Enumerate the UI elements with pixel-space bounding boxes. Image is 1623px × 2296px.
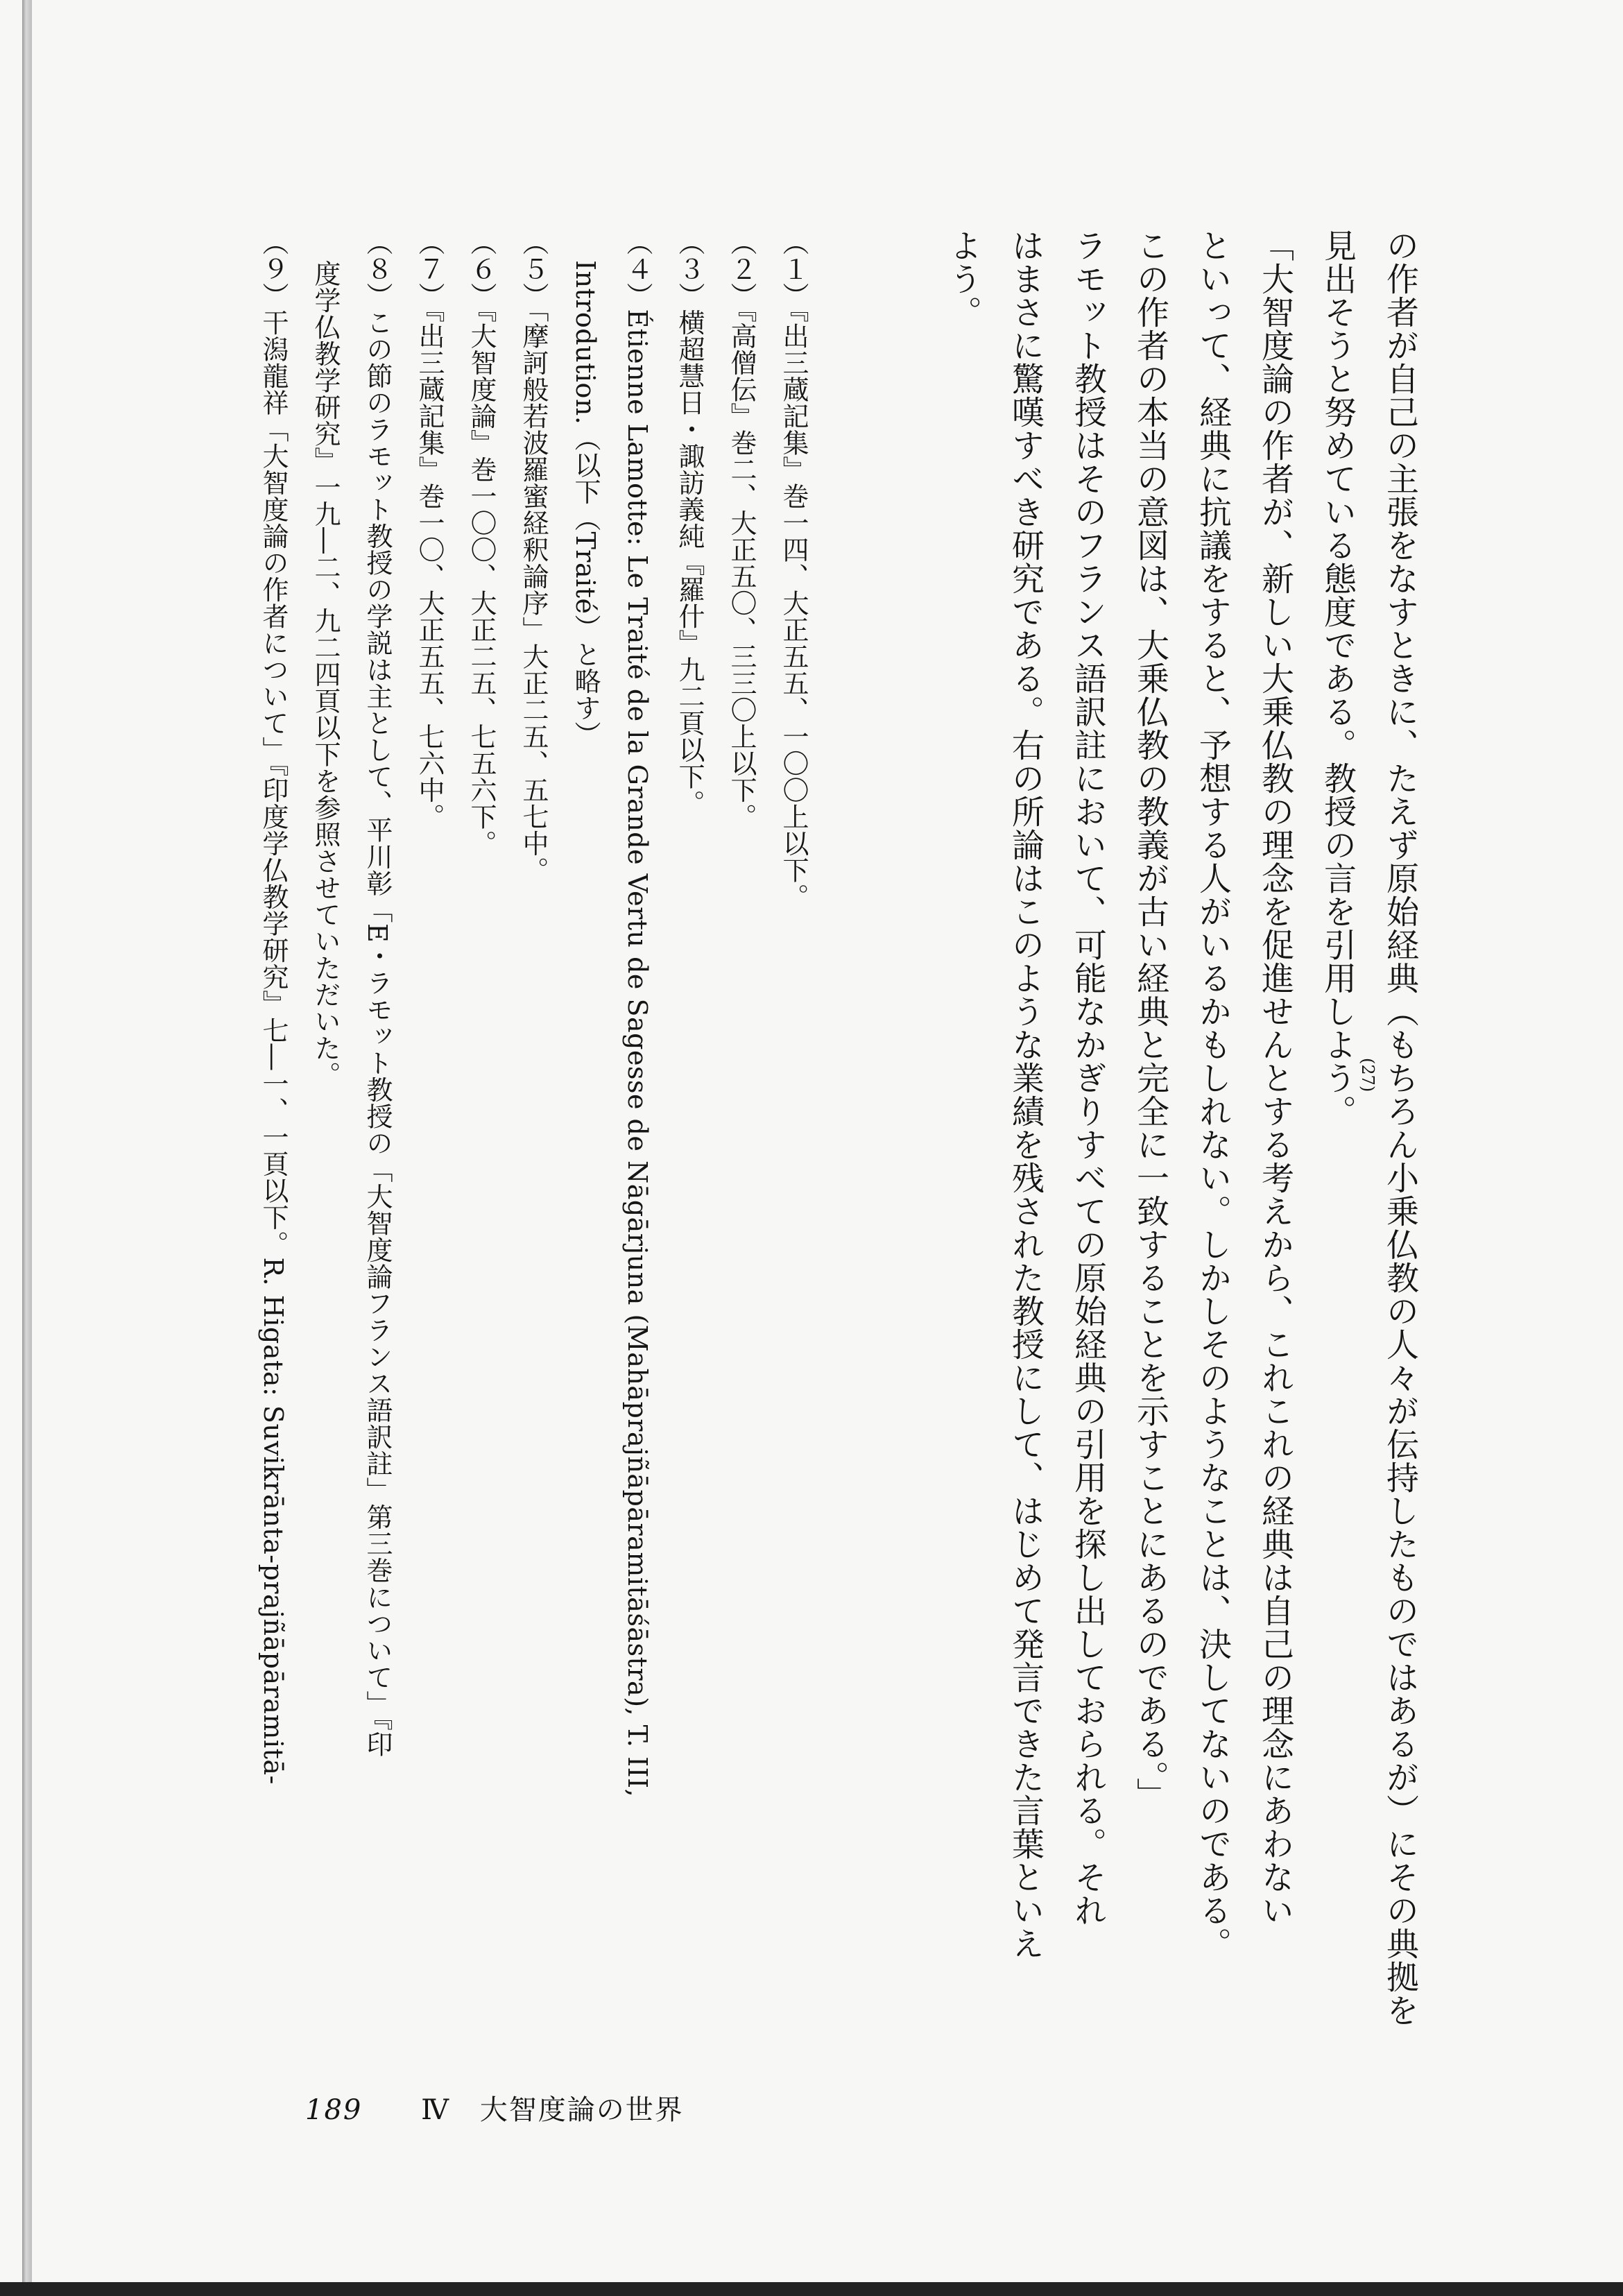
body-line-3: 「大智度論の作者が、新しい大乗仏教の理念を促進せんとする考えから、これこれの経典は自己の理念にあわない xyxy=(1256,229,1294,1927)
body-line-7: はまさに驚嘆すべき研究である。右の所論はこのような業績を残された教授にして、はじめて発言できた言葉といえ xyxy=(1006,229,1045,1960)
body-line-1: の作者が自己の主張をなすときに、たえず原始経典（もちろん小乗仏教の人々が伝持したものではあるが）にその典拠を xyxy=(1381,229,1419,2027)
note-2: （２）『高僧伝』巻二、大正五〇、三三〇上以下。 xyxy=(726,229,757,830)
binding-shadow xyxy=(22,0,32,2296)
page-footer xyxy=(305,2088,684,2127)
body-line-2-text: 見出そうと努めている態度である。教授の言を引用しよう。 xyxy=(1319,229,1357,1128)
note-6: （６）『大智度論』巻一〇〇、大正二五、七五六下。 xyxy=(466,229,497,857)
body-line-4: といって、経典に抗議をすると、予想する人がいるかもしれない。しかしそのようなことは、決してないのである。 xyxy=(1194,229,1232,1960)
note-4: （４）Étienne Lamotte: Le Traité de la Grande Vertu de Sagesse de Nāgārjuna (Mahāprajñāpāramitāśāstra), T. III, xyxy=(622,229,653,1798)
bottom-edge xyxy=(0,2282,1623,2296)
page-number: 189 xyxy=(305,2094,363,2126)
note-9: （９）干潟龍祥「大智度論の作者について」『印度学仏教学研究』七―一、一頁以下。R. Higata: Suvikrānta-prajñāpāramitā- xyxy=(258,229,289,1785)
note-4-continued: Introdution.（以下（Traité）と略す） xyxy=(570,260,601,748)
section-number: Ⅳ xyxy=(421,2094,451,2126)
citation-ref: (27) xyxy=(1358,1058,1377,1093)
body-line-8: よう。 xyxy=(944,229,982,329)
note-5: （５）「摩訶般若波羅蜜経釈論序」大正二五、五七中。 xyxy=(518,229,549,884)
note-8-continued: 度学仏教学研究』一九―二、九二四頁以下を参照させていただいた。 xyxy=(310,260,341,1088)
note-1: （１）『出三蔵記集』巻一四、大正五五、一〇〇上以下。 xyxy=(778,229,809,910)
note-7: （７）『出三蔵記集』巻一〇、大正五五、七六中。 xyxy=(414,229,445,830)
note-3: （３）横超慧日・諏訪義純『羅什』九二頁以下。 xyxy=(674,229,705,816)
section-title: 大智度論の世界 xyxy=(479,2094,684,2126)
note-8: （８）この節のラモット教授の学説は主として、平川彰「E・ラモット教授の「大智度論フランス語訳註」第三巻について」『印 xyxy=(362,229,393,1758)
body-line-2 xyxy=(1319,229,1357,1128)
body-line-6: ラモット教授はそのフランス語訳註において、可能なかぎりすべての原始経典の引用を探し出しておられる。それ xyxy=(1069,229,1107,1927)
body-line-5: この作者の本当の意図は、大乗仏教の教義が古い経典と完全に一致することを示すことにあるのである。」 xyxy=(1131,229,1169,1811)
